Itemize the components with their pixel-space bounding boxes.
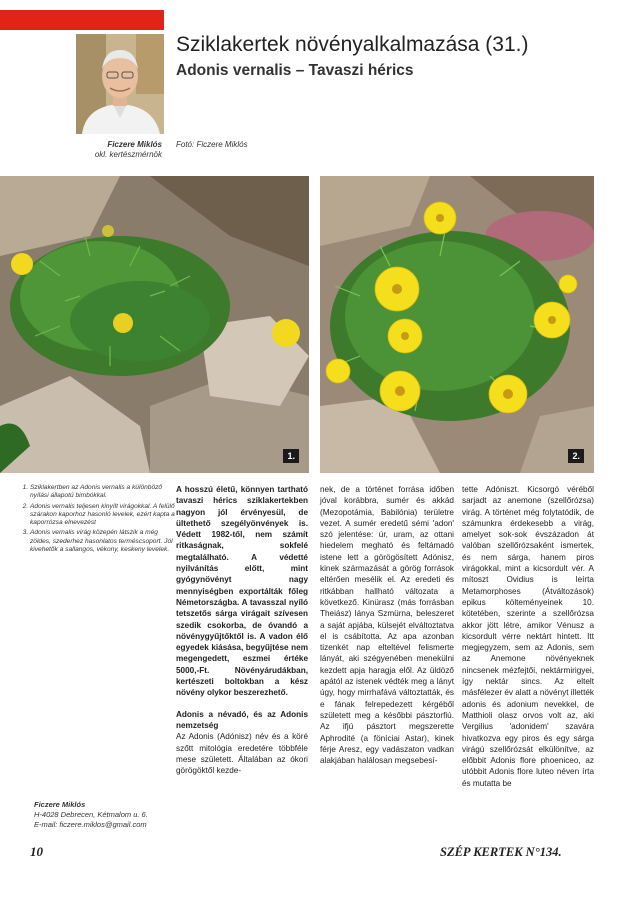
body-paragraph: nek, de a történet forrása időben jóval korábbra, sumér és akkád (Mezopotámia, Babilónia) területre vezet. A sumér eredetű sémi 'adon' szó jelentése: úr, uram, az ottani hiedelem megható és feltámadó istene lett a görögösített Adónisz, kinek származását a görög források eltérően mesélik el. Az eredeti és ritkábban hallható változata a következő. Kinürasz (más forrásban Theiász) lánya Szmürna, beleszeret a saját apjába, külsejét elváltoztatva el is csábította. Az apa azonban tizenkét nap elteltével felismerte lányát, aki szégyenében menekülni kezdett apja haragja elől. Az üldöző apától az istenek védték meg a lányt úgy, hogy mirrhafává változtatták, és e fának felrepedezett kérgéből született meg a későbbi pásztorfiú. Az ifjú pásztort megszerette Aphrodité (a föníciai Astar), kinek férje Aresz, egy vadászaton vadkan alakjában halálosan megsebesí- xyxy=(320,485,454,766)
author-name: Ficzere Miklós xyxy=(107,140,162,149)
body-column-2 xyxy=(320,484,454,766)
caption-2: 2. Adonis vernalis teljesen kinyílt virágokkal. A felülő szárakon kaporhoz hasonló levelek, ezért kapta a kaporrózsa elnevezést xyxy=(30,503,180,528)
body-column-1 xyxy=(176,484,308,776)
article-subtitle: Adonis vernalis – Tavaszi hérics xyxy=(176,62,414,79)
body-column-3 xyxy=(462,484,594,789)
contact-name: Ficzere Miklós xyxy=(34,800,86,809)
caption-1: 1. Sziklakertben az Adonis vernalis a különböző nyílási állapotú bimbókkal. xyxy=(30,484,180,501)
page-number: 10 xyxy=(30,844,43,859)
author-contact xyxy=(34,800,174,830)
caption-3: 3. Adonis vernalis virág közepén látszik a még zöldes, szederhez hasonlatos termésсsoport. Jól kivehetők a sallangos, vékony, keskeny levelek. xyxy=(30,529,180,554)
body-paragraph: tette Adóniszt. Kicsorgó véréből sarjadt az anemone (szellőrózsa) virág. A történet még folytatódik, de számunkra érdekesebb a virág, amelyet sok-sok évszázadon át valóban szellőrózsaként ismertek, és nem sárga, hanem piros virágokkal, mint a kicsordult vér. A mítoszt Ovidius is leírta Metamorphoses (Átváltozások) epikus költeményeinek 10. kötetében, szerinte a szellőrózsa akkor jött létre, amikor Vénusz a kicsordult vérre nektárt hintett. Itt megjegyzem, sem az Adonis, sem az Anemone növényeknek nincsenek mézfejtői, nektármirigyei, így nektár sincs. Az eltelt másfélezer év alatt a növényt illették adonis és adonium nevekkel, de Matthioli olasz orvos volt az, aki Vergilius 'adonidem' szavára hivatkozva egy piros és egy sárga virágú szellőrózsát elkülönítve, az előbbit Adonis flore phoeniceo, az utóbbit Adonis flore luteo néven írta és mutatta be xyxy=(462,485,594,788)
contact-email: E-mail: ficzere.miklos@gmail.com xyxy=(34,820,147,829)
figure-captions xyxy=(18,484,180,556)
author-portrait xyxy=(76,34,164,134)
author-role: okl. kertészmérnök xyxy=(94,150,162,159)
body-paragraph: Az Adonis (Adónisz) név és a köré szőtt mitológia eredetére többféle mese született. Általában az ókori görögöktől kezde- xyxy=(176,732,308,776)
photo-badge-2: 2. xyxy=(568,449,584,463)
photo-credit: Fotó: Ficzere Miklós xyxy=(176,140,248,149)
article-title: Sziklakertek növényalkalmazása (31.) xyxy=(176,33,529,56)
section-heading: Adonis a névadó, és az Adonis nemzetség xyxy=(176,709,308,730)
lead-paragraph: A hosszú életű, könnyen tartható tavaszi hérics sziklakertekben nagyon jól érvényesül, de ültethető szegélyönvények is. Védett 1982-től, nem számít ritkaságnak, sokfelé megtalálható. A védetté nyilvánítás előtt, mint gyógynövényt nagy mennyiségben exportálták főleg Németországba. A tavasszal nyíló tetszetős sárga virágait szívesen szedik csokorba, de óvandó a növénygyűjtőktől is. A vadon élő egyedek kiásása, begyűjtése nem megengedett, eszmei értéke 5000,-Ft. Növényárudákban, kertészeti boltokban a kész növény olykor beszerezhető. xyxy=(176,485,308,698)
magazine-name: SZÉP KERTEK N°134. xyxy=(440,845,562,859)
author-caption xyxy=(20,140,162,160)
photo-badge-1: 1. xyxy=(283,449,299,463)
photo-adonis-rock-garden xyxy=(0,176,309,473)
header-accent-bar xyxy=(0,10,164,30)
contact-address: H-4028 Debrecen, Kétmalom u. 6. xyxy=(34,810,148,819)
photo-adonis-flowers xyxy=(320,176,594,473)
